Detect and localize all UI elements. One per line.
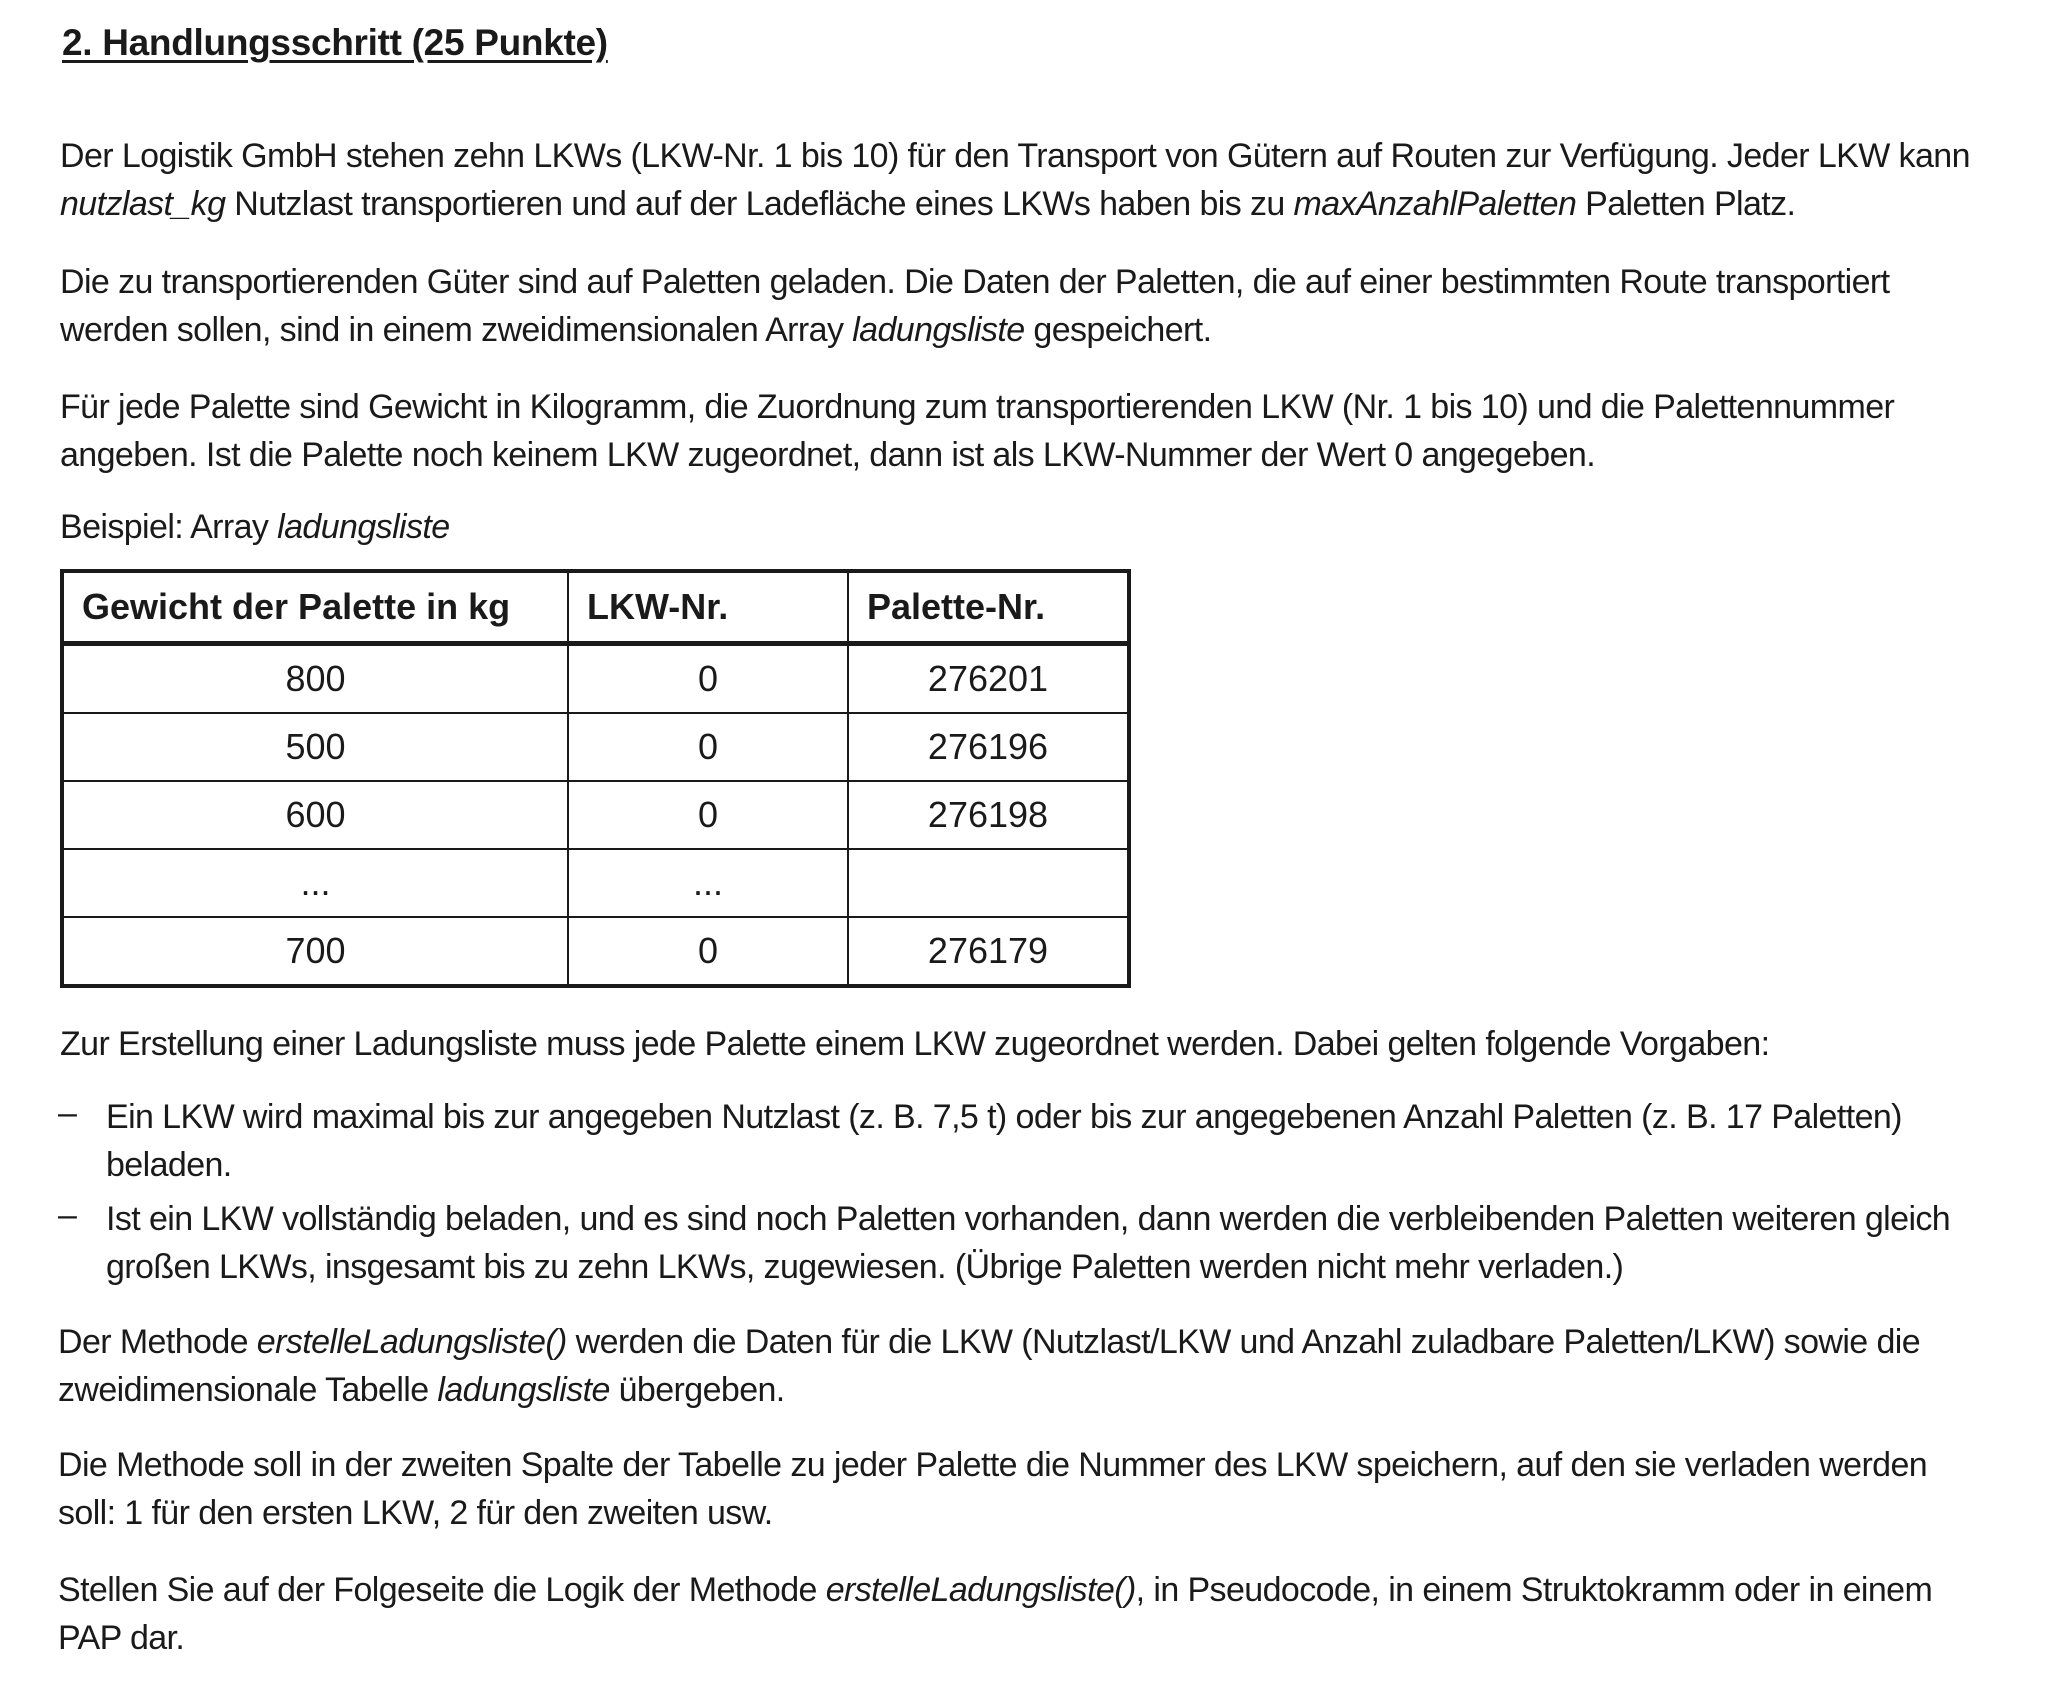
paragraph-line: Für jede Palette sind Gewicht in Kilogramm, die Zuordnung zum transportierenden LKW (Nr. 1 bis 10) und die Palettennummer <box>60 388 1895 426</box>
paragraph-line: angeben. Ist die Palette noch keinem LKW zugeordnet, dann ist als LKW-Nummer der Wert 0 angegeben. <box>60 436 1596 474</box>
variable-name: nutzlast_kg <box>60 185 226 223</box>
paragraph-paletten <box>60 258 2040 354</box>
text-span: werden sollen, sind in einem zweidimensionalen Array <box>60 311 853 349</box>
table-cell: 800 <box>62 644 568 714</box>
table-cell: 0 <box>568 644 848 714</box>
text-span: werden die Daten für die LKW (Nutzlast/LKW und Anzahl zuladbare Paletten/LKW) sowie die <box>566 1323 1921 1361</box>
table-cell: 500 <box>62 713 568 781</box>
table-cell: 276201 <box>848 644 1129 714</box>
paragraph-methode <box>58 1318 2038 1414</box>
paragraph-line <box>58 1566 2038 1614</box>
section-heading: 2. Handlungsschritt (25 Punkte) <box>62 22 608 63</box>
text-span: gespeichert. <box>1024 311 1212 349</box>
variable-name: ladungsliste <box>852 311 1025 349</box>
method-name: erstelleLadungsliste() <box>825 1571 1136 1609</box>
text-span: , in Pseudocode, in einem Struktokramm oder in einem <box>1135 1571 1933 1609</box>
paragraph-intro <box>60 132 2040 228</box>
paragraph-line <box>60 306 2040 354</box>
table-cell: 0 <box>568 917 848 986</box>
paragraph-line: Der Logistik GmbH stehen zehn LKWs (LKW-Nr. 1 bis 10) für den Transport von Gütern auf Routen zur Verfügung. Jeder LKW kann <box>60 137 1970 175</box>
ladungsliste-table <box>60 569 1131 988</box>
paragraph-line <box>58 1318 2038 1366</box>
table-cell: ... <box>568 849 848 917</box>
table-cell: 276196 <box>848 713 1129 781</box>
bullet-line: beladen. <box>106 1146 232 1184</box>
table-cell: 0 <box>568 781 848 849</box>
variable-name: ladungsliste <box>437 1371 610 1409</box>
bullet-line: Ist ein LKW vollständig beladen, und es sind noch Paletten vorhanden, dann werden die verbleibenden Paletten weiteren gleich <box>106 1200 1951 1238</box>
table-row <box>62 849 1129 917</box>
text-span: Stellen Sie auf der Folgeseite die Logik der Methode <box>58 1571 826 1609</box>
bullet-item <box>106 1195 1950 1291</box>
variable-name: maxAnzahlPaletten <box>1293 185 1577 223</box>
paragraph-line: Die zu transportierenden Güter sind auf Paletten geladen. Die Daten der Paletten, die auf einer bestimmten Route transportiert <box>60 263 1890 301</box>
text-span: Beispiel: Array <box>60 508 278 546</box>
text-span: zweidimensionale Tabelle <box>58 1371 438 1409</box>
bullet-line: Ein LKW wird maximal bis zur angegeben Nutzlast (z. B. 7,5 t) oder bis zur angegebenen Anzahl Paletten (z. B. 17 Paletten) <box>106 1098 1902 1136</box>
table-cell: 276179 <box>848 917 1129 986</box>
example-caption <box>60 503 2040 551</box>
table-row <box>62 917 1129 986</box>
table-cell: 276198 <box>848 781 1129 849</box>
paragraph-vorgaben: Zur Erstellung einer Ladungsliste muss jede Palette einem LKW zugeordnet werden. Dabei gelten folgende Vorgaben: <box>60 1025 1770 1063</box>
table-header-row <box>62 571 1129 644</box>
table-cell: 0 <box>568 713 848 781</box>
method-name: erstelleLadungsliste() <box>256 1323 567 1361</box>
column-header: LKW-Nr. <box>568 571 848 644</box>
paragraph-palette-data <box>60 383 2040 479</box>
bullet-dash: – <box>58 1094 77 1132</box>
text-span: Der Methode <box>58 1323 257 1361</box>
paragraph-line: Die Methode soll in der zweiten Spalte der Tabelle zu jeder Palette die Nummer des LKW speichern, auf den sie verladen werden <box>58 1446 1928 1484</box>
table-cell: ... <box>62 849 568 917</box>
column-header: Palette-Nr. <box>848 571 1129 644</box>
paragraph-line <box>60 180 2040 228</box>
paragraph-aufgabe <box>58 1441 2038 1537</box>
text-span: übergeben. <box>609 1371 785 1409</box>
paragraph-line <box>58 1366 2038 1414</box>
paragraph-darstellung <box>58 1566 2038 1662</box>
text-span: Nutzlast transportieren und auf der Ladefläche eines LKWs haben bis zu <box>225 185 1294 223</box>
table-row <box>62 644 1129 714</box>
paragraph-line: soll: 1 für den ersten LKW, 2 für den zweiten usw. <box>58 1494 773 1532</box>
bullet-item <box>106 1093 1902 1189</box>
table-row <box>62 781 1129 849</box>
table-cell <box>848 849 1129 917</box>
table-cell: 600 <box>62 781 568 849</box>
paragraph-line: PAP dar. <box>58 1619 185 1657</box>
bullet-line: großen LKWs, insgesamt bis zu zehn LKWs, zugewiesen. (Übrige Paletten werden nicht mehr verladen.) <box>106 1248 1624 1286</box>
table-cell: 700 <box>62 917 568 986</box>
variable-name: ladungsliste <box>277 508 450 546</box>
bullet-dash: – <box>58 1196 77 1234</box>
column-header: Gewicht der Palette in kg <box>62 571 568 644</box>
table-row <box>62 713 1129 781</box>
text-span: Paletten Platz. <box>1576 185 1796 223</box>
